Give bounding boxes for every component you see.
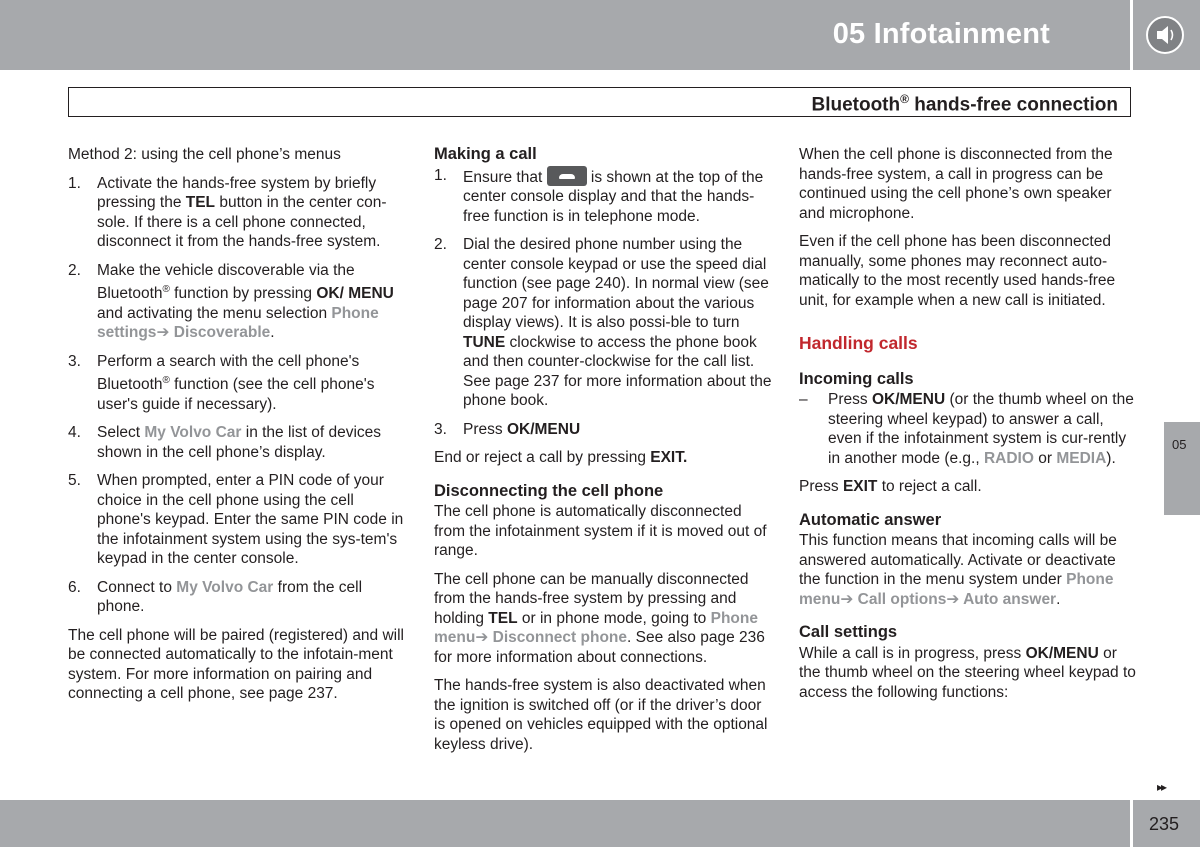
column-1 [68, 145, 408, 713]
handling-calls-heading: Handling calls [799, 333, 918, 353]
footer-bar [0, 800, 1130, 847]
making-call-heading: Making a call [434, 145, 537, 163]
page-number-box [1133, 800, 1200, 847]
menu-path-discoverable: Discoverable [169, 324, 271, 342]
continuation-paragraph-1: When the cell phone is disconnected from the hands-free system, a call in progress can be continued using the cell phone’s own speaker and microphone. [799, 146, 1113, 222]
list-item: – Press OK/MENU (or the thumb wheel on the steering wheel keypad) to answer a call, even if the infotainment system is cur-rently in another mode (e.g., RADIO or MEDIA). [799, 391, 1134, 467]
automatic-answer-heading: Automatic answer [799, 510, 942, 529]
reject-call-text: Press EXIT to reject a call. [799, 478, 982, 495]
list-item: 6. Connect to My Volvo Car from the cell phone. [68, 578, 363, 616]
list-item: 2. Make the vehicle discoverable via the Bluetooth® function by pressing OK/ MENU and activating the menu selection Phone settings➔ Discoverable. [68, 261, 394, 342]
list-item: 3. Press OK/MENU [434, 420, 581, 438]
end-call-text: End or reject a call by pressing EXIT. [434, 449, 688, 466]
continuation-paragraph-2: Even if the cell phone has been disconnected manually, some phones may reconnect auto-matically to the most recently used hands-free unit, for example when a new call is initiated. [799, 233, 1116, 309]
menu-path-phone-settings: Phone settings [97, 304, 379, 342]
list-item: 4. Select My Volvo Car in the list of devices shown in the cell phone’s display. [68, 424, 382, 461]
speaker-icon [1146, 16, 1184, 54]
automatic-answer-paragraph: This function means that incoming calls will be answered automatically. Activate or deactivate the function in the menu system under Phone menu➔ Call options➔ Auto answer. [799, 532, 1117, 608]
arrow-right-icon: ➔ [475, 629, 489, 646]
chapter-icon-box [1133, 0, 1200, 70]
disconnect-paragraph-2: The cell phone can be manually disconnected from the hands-free system by pressing and holding TEL or in phone mode, going to Phone menu➔ Disconnect phone. See also page 236 for more information about connections. [434, 570, 765, 666]
incoming-calls-list [799, 390, 1139, 468]
column-2 [434, 145, 774, 763]
method-heading: Method 2: using the cell phone’s menus [68, 146, 341, 163]
section-title: Bluetooth® hands-free connection [811, 92, 1118, 116]
disconnecting-heading: Disconnecting the cell phone [434, 481, 664, 500]
pairing-summary: The cell phone will be paired (registered) and will be connected automatically to the infotain-ment system. For more information on pairing and connecting a cell phone, see page 237. [68, 626, 405, 703]
incoming-calls-heading: Incoming calls [799, 369, 914, 388]
list-item: 5. When prompted, enter a PIN code of your choice in the cell phone using the cell phone's keypad. Enter the same PIN code in the infotainment system using the sys-tem's keypad in the center console. [68, 472, 404, 568]
arrow-right-icon: ➔ [156, 324, 170, 342]
list-item: 2. Dial the desired phone number using the center console keypad or use the speed dial function (see page 240). In normal view (see page 207 for information about the various display views). It is also possi-ble to turn TUNE clockwise to access the phone book and then counter-clockwise for the call list. See page 237 for more information about the phone book. [434, 236, 772, 409]
call-settings-heading: Call settings [799, 623, 898, 641]
making-call-steps [434, 166, 774, 440]
chapter-title: 05 Infotainment [832, 18, 1050, 50]
page-number: 235 [1149, 814, 1180, 834]
pairing-steps [68, 174, 408, 617]
disconnect-paragraph-1: The cell phone is automatically disconnected from the infotainment system if it is moved out of range. [434, 503, 767, 559]
section-title-box [68, 87, 1131, 117]
disconnect-paragraph-3: The hands-free system is also deactivated when the ignition is switched off (or if the driver’s door is opened on vehicles equipped with the optional keyless drive). [434, 677, 768, 753]
continued-arrows-icon: ▸▸ [1157, 780, 1166, 794]
side-tab-label: 05 [1172, 437, 1187, 452]
column-3 [799, 145, 1139, 711]
chapter-side-tab [1164, 422, 1200, 515]
arrow-right-icon: ➔ [840, 590, 854, 608]
arrow-right-icon: ➔ [946, 590, 960, 608]
list-item: 1. Activate the hands-free system by briefly pressing the TEL button in the center con-sole. If there is a cell phone connected, disconnect it from the hands-free system. [68, 174, 387, 250]
call-settings-paragraph: While a call is in progress, press OK/MENU or the thumb wheel on the steering wheel keypad to access the following functions: [799, 644, 1136, 701]
phone-icon [547, 166, 587, 186]
list-item: 1. Ensure that is shown at the top of the center console display and that the hands-free function is in telephone mode. [434, 166, 764, 225]
chapter-header-bar [0, 0, 1130, 70]
list-item: 3. Perform a search with the cell phone's Bluetooth® function (see the cell phone's user's guide if necessary). [68, 352, 375, 413]
